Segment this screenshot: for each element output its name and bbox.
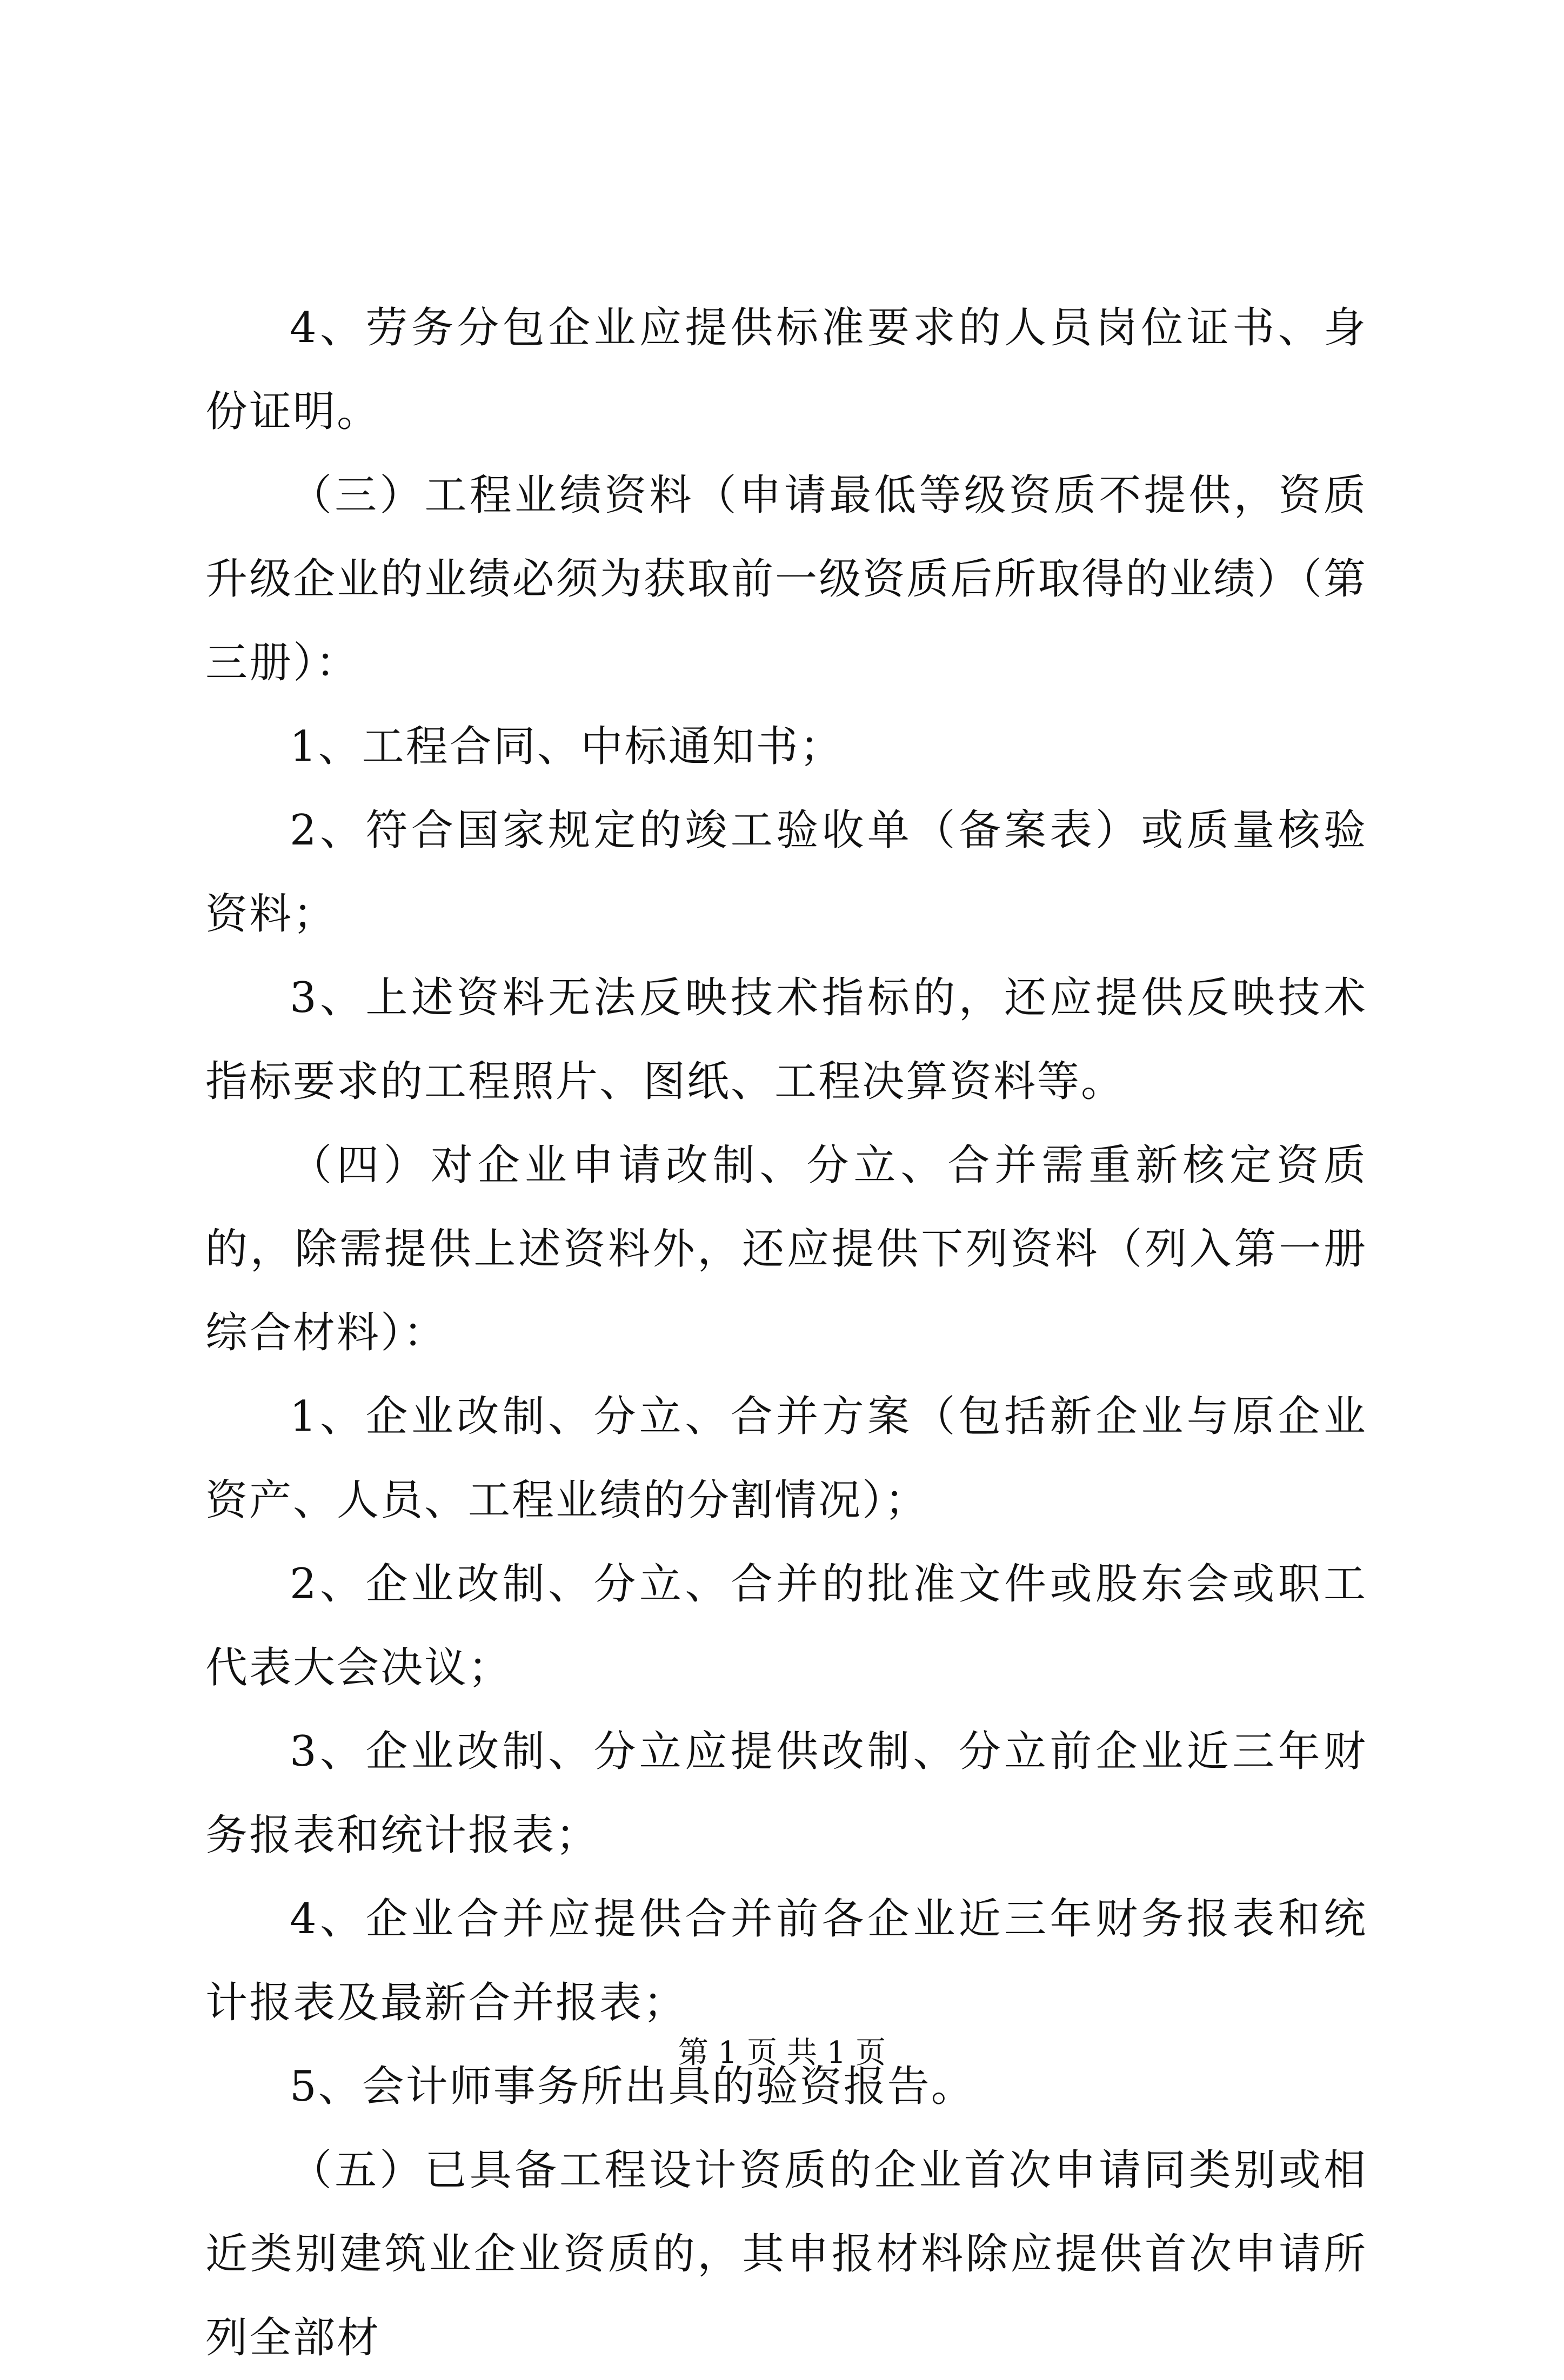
- paragraph: 1、企业改制、分立、合并方案（包括新企业与原企业资产、人员、工程业绩的分割情况）；: [205, 1392, 1367, 1525]
- paragraph: 3、上述资料无法反映技术指标的，还应提供反映技术指标要求的工程照片、图纸、工程决算资料等。: [205, 974, 1367, 1106]
- paragraph: 1、工程合同、中标通知书；: [290, 722, 844, 771]
- paragraph: 4、劳务分包企业应提供标准要求的人员岗位证书、身份证明。: [205, 304, 1367, 436]
- paragraph: 5、会计师事务所出具的验资报告。: [290, 2062, 975, 2111]
- paragraph: 2、企业改制、分立、合并的批准文件或股东会或职工代表大会决议；: [205, 1560, 1367, 1692]
- paragraph: 3、企业改制、分立应提供改制、分立前企业近三年财务报表和统计报表；: [205, 1727, 1367, 1860]
- paragraph: （四）对企业申请改制、分立、合并需重新核定资质的，除需提供上述资料外，还应提供下列资料（列入第一册综合材料）：: [205, 1141, 1367, 1357]
- paragraph: 2、符合国家规定的竣工验收单（备案表）或质量核验资料；: [205, 806, 1367, 938]
- paragraph: （五）已具备工程设计资质的企业首次申请同类别或相近类别建筑业企业资质的，其申报材料除应提供首次申请所列全部材: [205, 2146, 1367, 2362]
- page-number-footer: 第 1 页 共 1 页: [678, 2035, 886, 2070]
- paragraph: 4、企业合并应提供合并前各企业近三年财务报表和统计报表及最新合并报表；: [205, 1895, 1367, 2027]
- paragraph: （三）工程业绩资料（申请最低等级资质不提供，资质升级企业的业绩必须为获取前一级资质后所取得的业绩）（第三册）：: [205, 471, 1367, 687]
